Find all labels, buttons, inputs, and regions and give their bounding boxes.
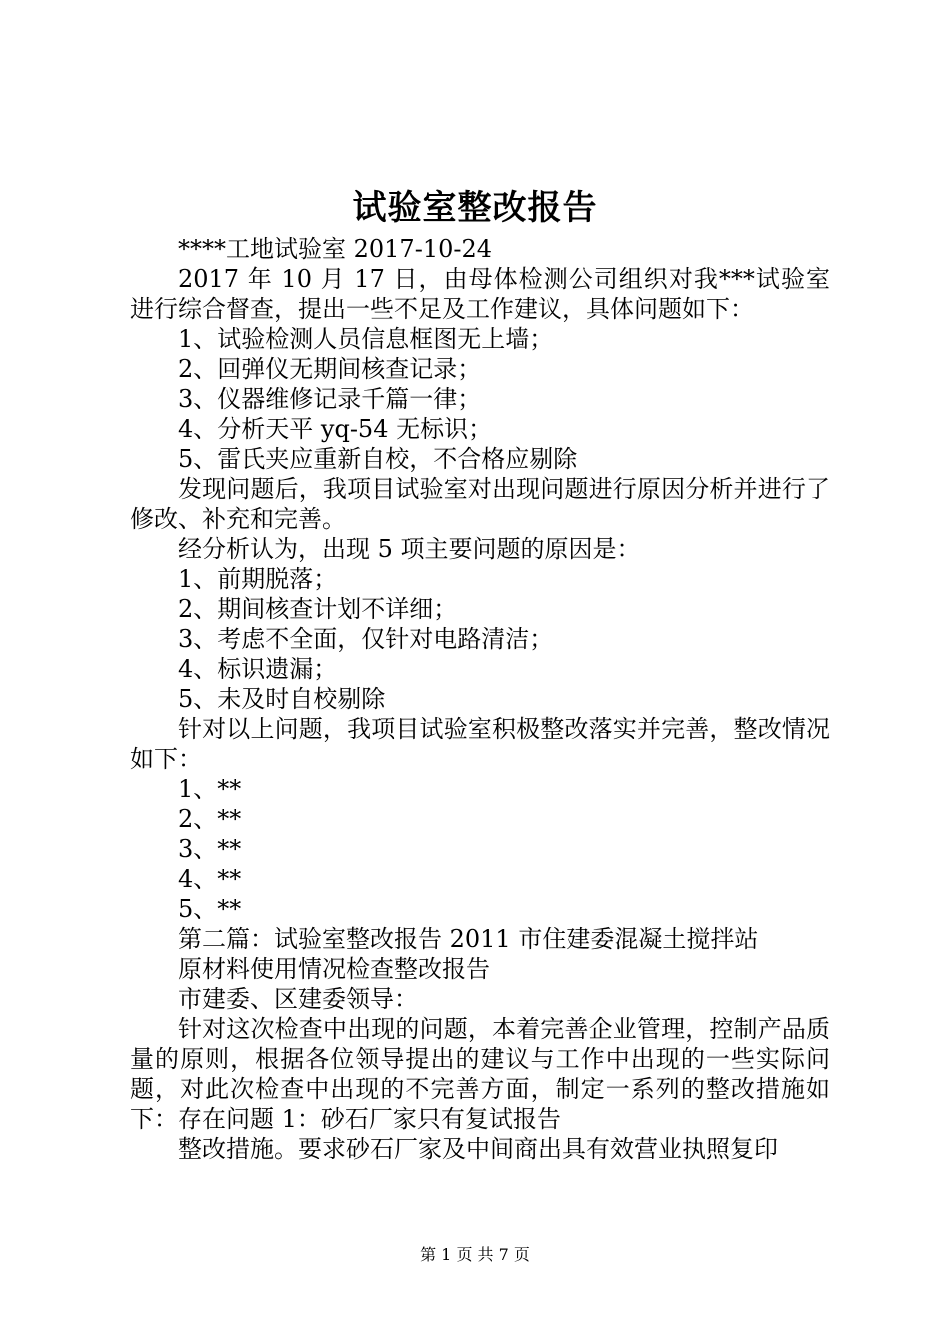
paragraph: 整改措施。要求砂石厂家及中间商出具有效营业执照复印: [178, 1135, 778, 1163]
page-number-footer: 第 1 页 共 7 页: [420, 1245, 530, 1264]
paragraph: 2、期间核查计划不详细；: [178, 595, 458, 623]
paragraph: 1、前期脱落；: [178, 565, 338, 593]
paragraph: 5、**: [178, 895, 242, 923]
paragraph: 发现问题后，我项目试验室对出现问题进行原因分析并进行了修改、补充和完善。: [130, 475, 830, 533]
paragraph: 原材料使用情况检查整改报告: [178, 955, 490, 983]
paragraph: 第二篇：试验室整改报告 2011 市住建委混凝土搅拌站: [178, 925, 759, 953]
paragraph: 针对以上问题，我项目试验室积极整改落实并完善，整改情况如下：: [130, 715, 830, 773]
paragraph: 4、**: [178, 865, 242, 893]
document-body: [130, 234, 830, 1164]
paragraph: ****工地试验室 2017-10-24: [178, 235, 493, 263]
paragraph: 1、试验检测人员信息框图无上墙；: [178, 325, 554, 353]
paragraph: 2017 年 10 月 17 日，由母体检测公司组织对我***试验室进行综合督查，提出一些不足及工作建议，具体问题如下：: [130, 265, 830, 323]
paragraph: 5、未及时自校剔除: [178, 685, 386, 713]
document-title: 试验室整改报告: [352, 188, 598, 228]
paragraph: 4、标识遗漏；: [178, 655, 338, 683]
paragraph: 经分析认为，出现 5 项主要问题的原因是：: [178, 535, 641, 563]
paragraph: 3、仪器维修记录千篇一律；: [178, 385, 482, 413]
paragraph: 5、雷氏夹应重新自校，不合格应剔除: [178, 445, 578, 473]
paragraph: 1、**: [178, 775, 242, 803]
paragraph: 2、**: [178, 805, 242, 833]
paragraph: 3、考虑不全面，仅针对电路清洁；: [178, 625, 554, 653]
paragraph: 3、**: [178, 835, 242, 863]
paragraph: 4、分析天平 yq-54 无标识；: [178, 415, 493, 443]
paragraph: 针对这次检查中出现的问题，本着完善企业管理，控制产品质量的原则，根据各位领导提出的建议与工作中出现的一些实际问题，对此次检查中出现的不完善方面，制定一系列的整改措施如下：存在问题 1：砂石厂家只有复试报告: [130, 1015, 830, 1133]
paragraph: 市建委、区建委领导：: [178, 985, 418, 1013]
paragraph: 2、回弹仪无期间核查记录；: [178, 355, 482, 383]
